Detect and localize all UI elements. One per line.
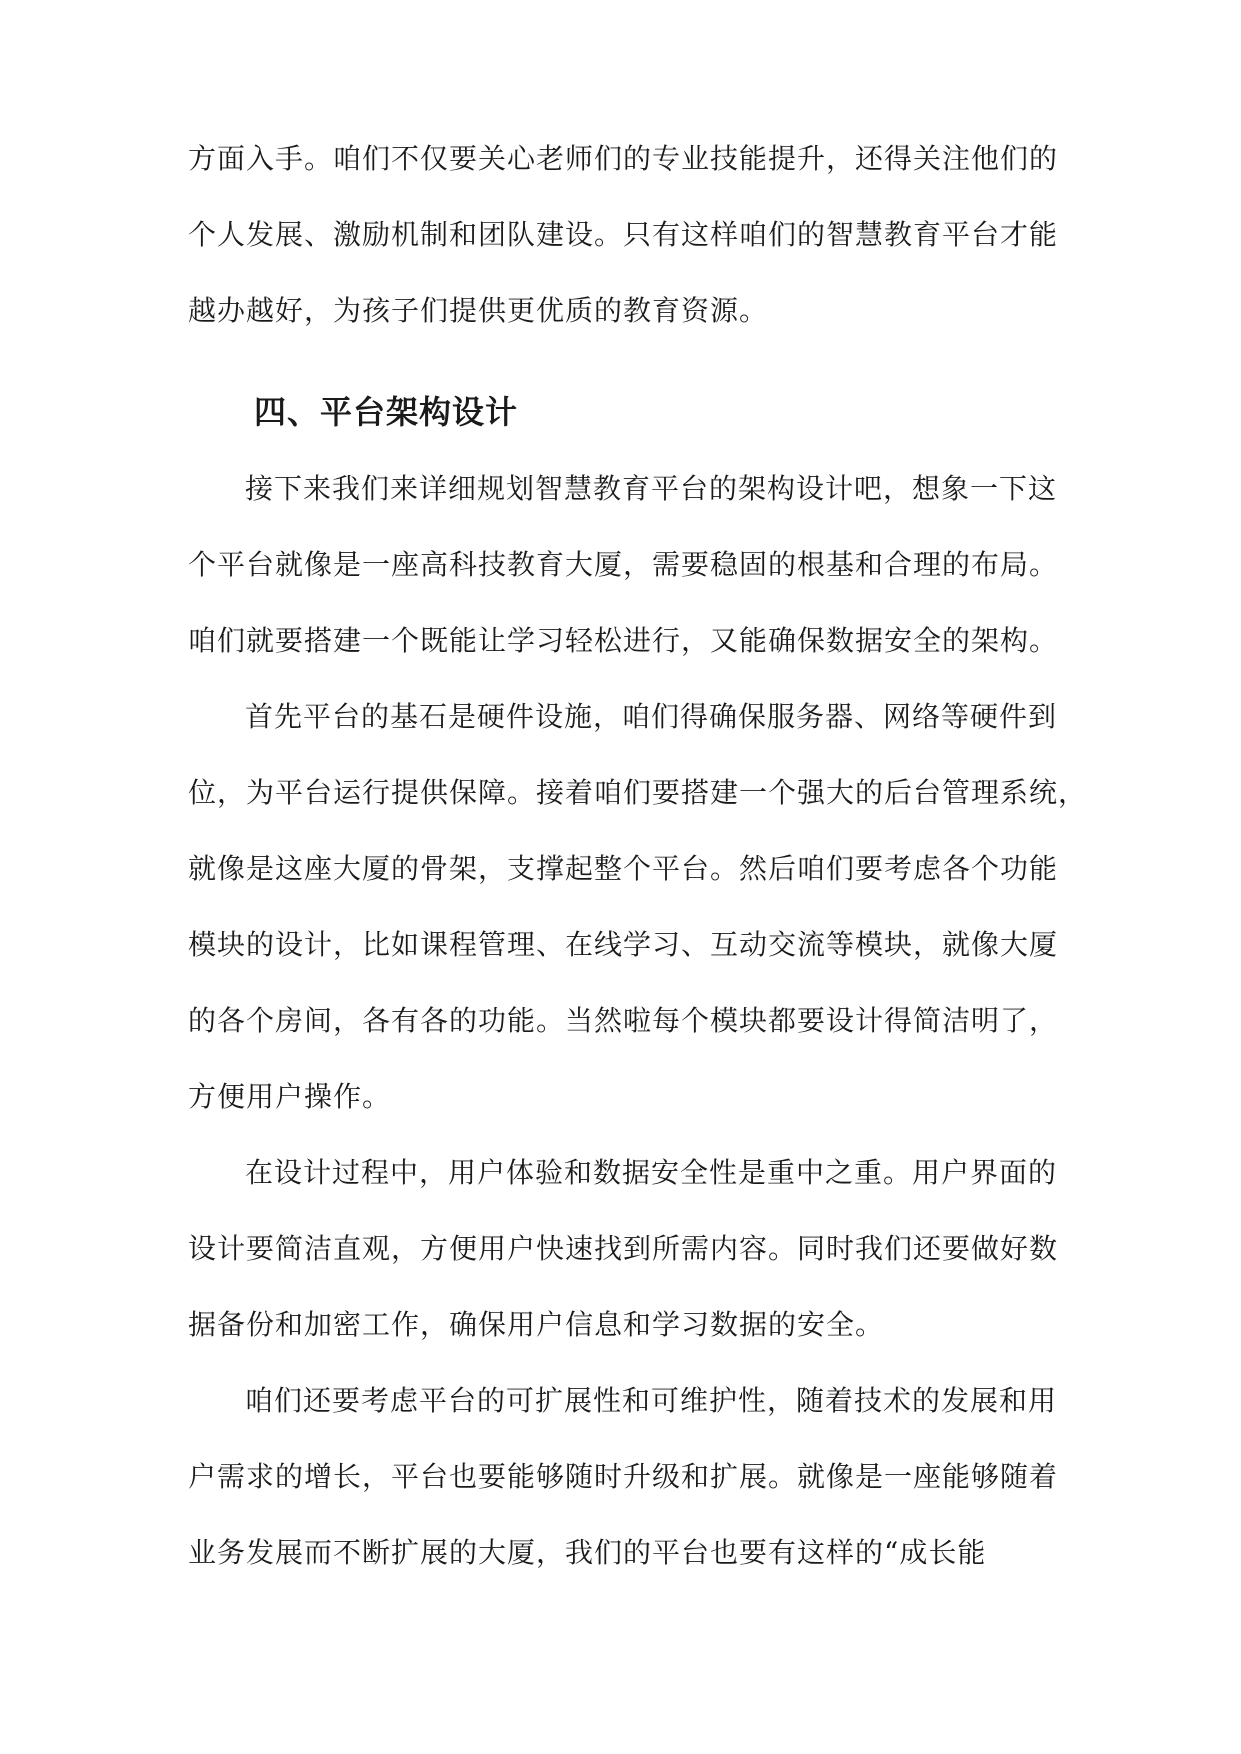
text-line: 咱们就要搭建一个既能让学习轻松进行，又能确保数据安全的架构。 <box>188 624 1059 657</box>
text-line: 在设计过程中，用户体验和数据安全性是重中之重。用户界面的 <box>245 1156 1058 1189</box>
paragraph-intro <box>188 470 1059 698</box>
paragraph-hardware <box>188 698 1088 1154</box>
document-body <box>188 140 1088 1610</box>
text-line: 个平台就像是一座高科技教育大厦，需要稳固的根基和合理的布局。 <box>188 548 1059 581</box>
text-line: 个人发展、激励机制和团队建设。只有这样咱们的智慧教育平台才能 <box>188 218 1059 251</box>
text-line: 就像是这座大厦的骨架，支撑起整个平台。然后咱们要考虑各个功能 <box>188 852 1059 885</box>
text-line: 首先平台的基石是硬件设施，咱们得确保服务器、网络等硬件到 <box>245 700 1058 733</box>
text-line: 越办越好，为孩子们提供更优质的教育资源。 <box>188 294 769 327</box>
text-line: 设计要简洁直观，方便用户快速找到所需内容。同时我们还要做好数 <box>188 1232 1059 1265</box>
text-line: 模块的设计，比如课程管理、在线学习、互动交流等模块，就像大厦 <box>188 928 1059 961</box>
text-line: 的各个房间，各有各的功能。当然啦每个模块都要设计得简洁明了， <box>188 1004 1059 1037</box>
paragraph-scalability <box>188 1382 1059 1610</box>
text-line: 据备份和加密工作，确保用户信息和学习数据的安全。 <box>188 1308 885 1341</box>
text-line: 方面入手。咱们不仅要关心老师们的专业技能提升，还得关注他们的 <box>188 142 1059 175</box>
text-line: 位，为平台运行提供保障。接着咱们要搭建一个强大的后台管理系统， <box>188 776 1088 809</box>
text-line: 接下来我们来详细规划智慧教育平台的架构设计吧，想象一下这 <box>245 472 1058 505</box>
text-line: 户需求的增长，平台也要能够随时升级和扩展。就像是一座能够随着 <box>188 1460 1059 1493</box>
text-line: 业务发展而不断扩展的大厦，我们的平台也要有这样的“成长能 <box>188 1536 987 1569</box>
paragraph-continued <box>188 140 1059 368</box>
section-heading: 四、平台架构设计 <box>254 393 519 431</box>
paragraph-security <box>188 1154 1059 1382</box>
text-line: 方便用户操作。 <box>188 1080 392 1113</box>
text-line: 咱们还要考虑平台的可扩展性和可维护性，随着技术的发展和用 <box>245 1384 1058 1417</box>
